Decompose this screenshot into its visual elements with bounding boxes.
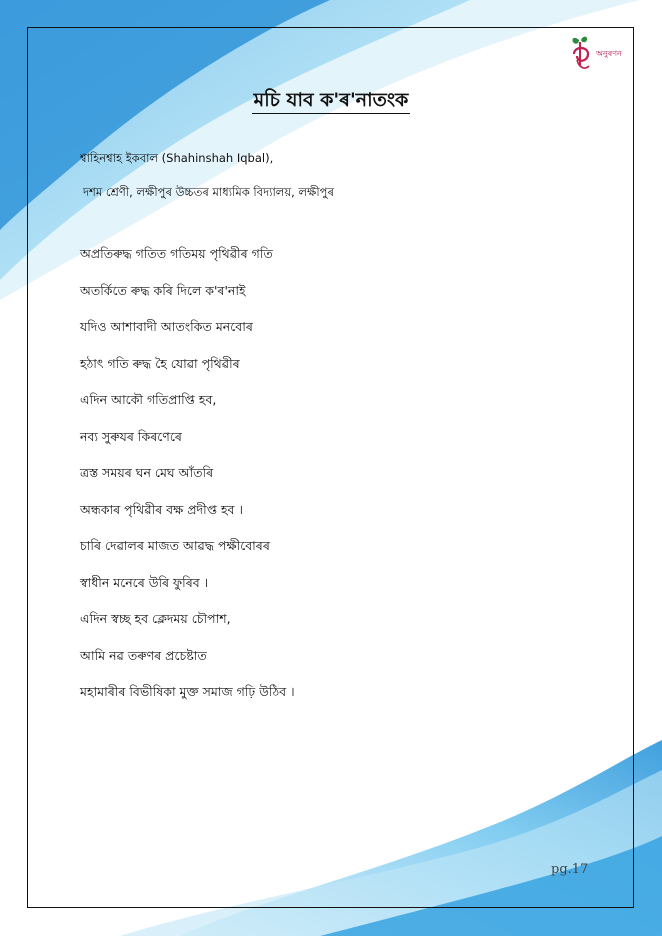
poem-line: চাৰি দেৱালৰ মাজত আৱদ্ধ পক্ষীবোৰৰ: [80, 538, 270, 553]
logo-text: অনুৰণন: [596, 49, 622, 58]
poem-line: হঠাৎ গতি ৰুদ্ধ হৈ যোৱা পৃথিৱীৰ: [80, 355, 240, 371]
poem-line: এদিন স্বচ্ছ হব ক্লেদময় চৌপাশ,: [80, 611, 231, 626]
poem-line: স্বাধীন মনেৰে উৰি ফুৰিব ।: [80, 574, 209, 590]
poem-line: আমি নৱ তৰুণৰ প্ৰচেষ্টাত: [80, 647, 207, 663]
poem-line: যদিও আশাবাদী আতংকিত মনবোৰ: [80, 319, 253, 334]
page-number: pg.17: [551, 862, 589, 877]
author-line: শ্বাহিনশ্বাহ ইকবাল (Shahinshah Iqbal),: [80, 151, 274, 165]
poem-line: মহামাৰীৰ বিভীষিকা মুক্ত সমাজ গঢ়ি উঠিব ।: [80, 684, 295, 699]
poem-line: অপ্ৰতিৰুদ্ধ গতিত গতিময় পৃথিৱীৰ গতি: [80, 246, 273, 261]
poem-line: অন্ধকাৰ পৃথিৱীৰ বক্ষ প্ৰদীপ্ত হব ।: [80, 501, 243, 517]
poem-body: [80, 244, 295, 719]
poem-line: নব্য সুৰুযৰ কিৰণেৰে: [80, 428, 182, 444]
class-school-line: দশম শ্ৰেণী, লক্ষীপুৰ উচ্চতৰ মাধ্যমিক বিদ্যালয়, লক্ষীপুৰ: [83, 185, 334, 199]
poem-title: মচি যাব ক'ৰ'নাতংক: [0, 86, 662, 118]
poem-line: ত্ৰস্ত সময়ৰ ঘন মেঘ আঁতৰি: [80, 465, 214, 480]
poem-line: অতৰ্কিতে ৰুদ্ধ কৰি দিলে ক'ৰ'নাই: [80, 282, 246, 298]
poem-line: এদিন আকৌ গতিপ্ৰাপ্তি হব,: [80, 392, 217, 407]
